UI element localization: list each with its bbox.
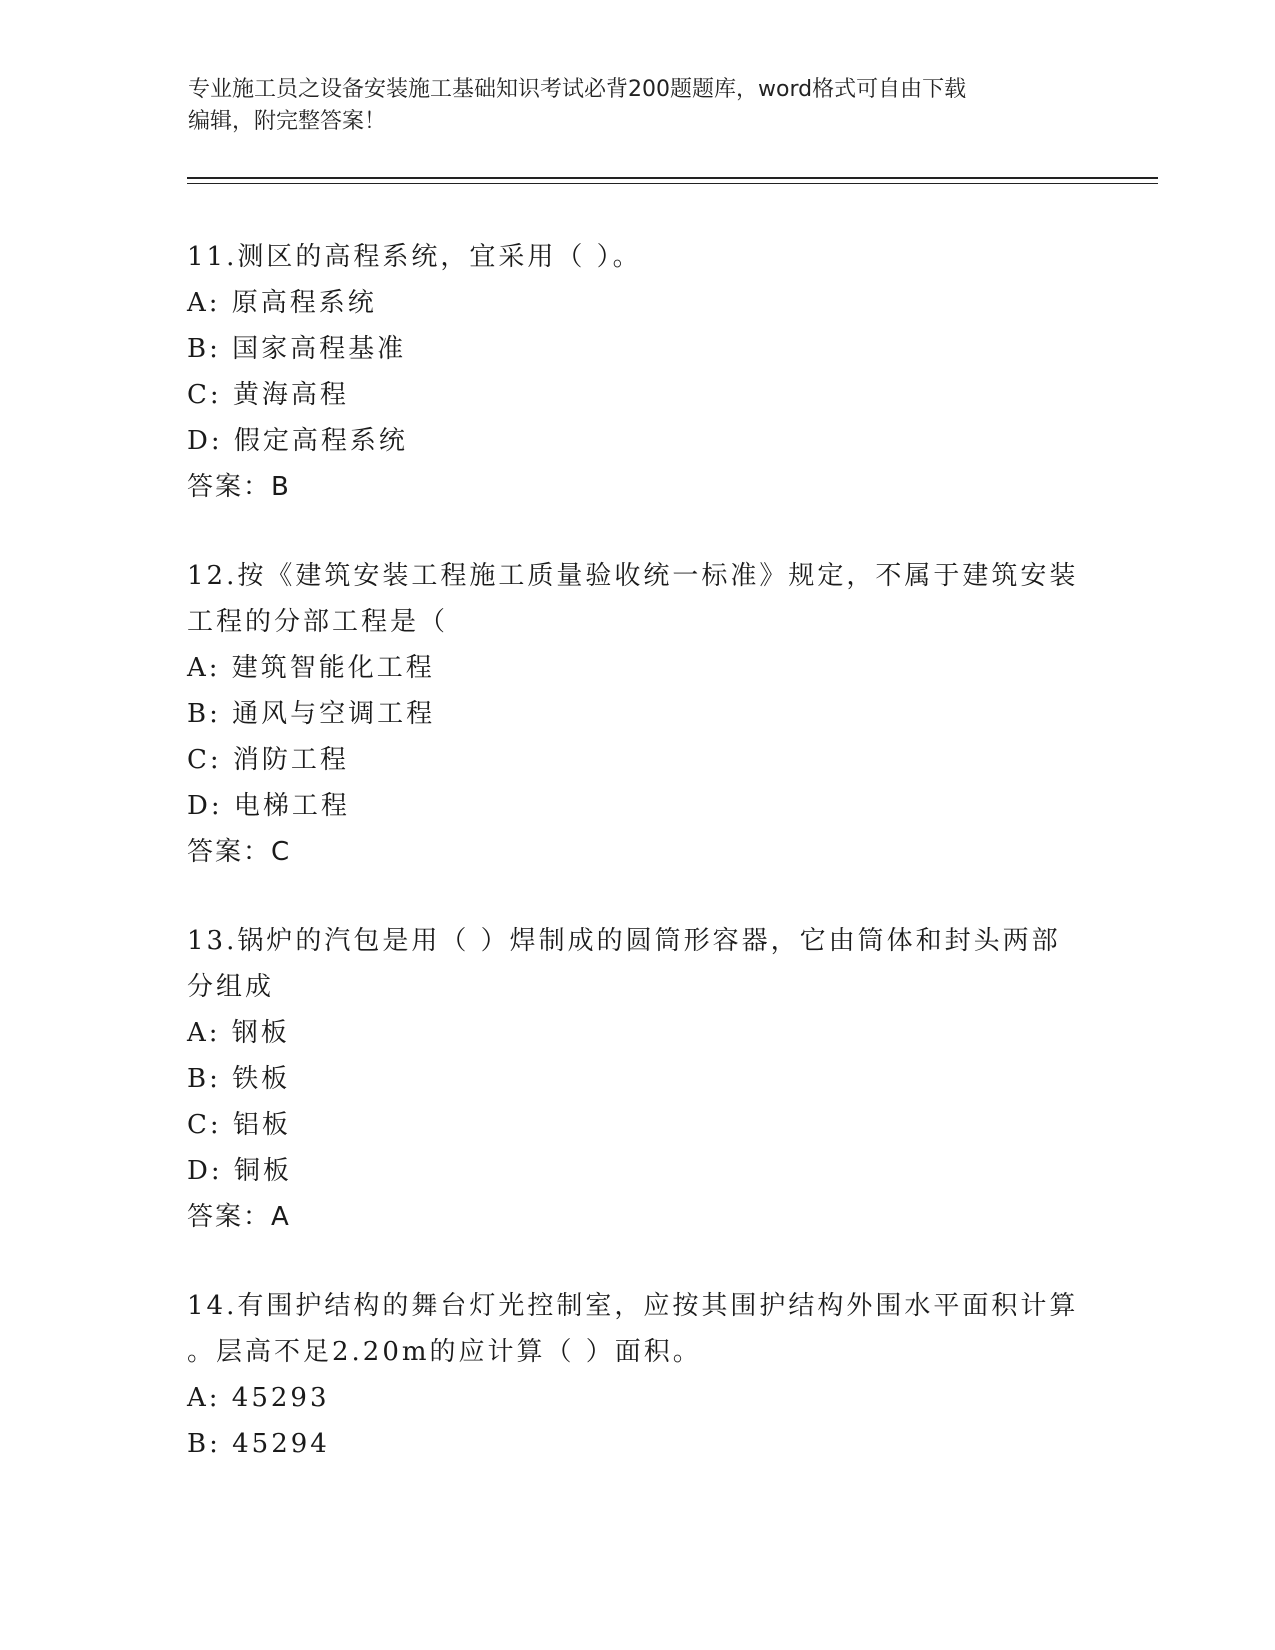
question-stem-continued: 工程的分部工程是（ xyxy=(187,607,449,637)
option-b: B: 铁板 xyxy=(187,1064,291,1094)
header-line-2: 编辑，附完整答案！ xyxy=(188,109,387,134)
question-stem: 14.有围护结构的舞台灯光控制室，应按其围护结构外围水平面积计算 xyxy=(187,1291,1079,1321)
question-11 xyxy=(187,234,1087,510)
question-stem: 12.按《建筑安装工程施工质量验收统一标准》规定，不属于建筑安装 xyxy=(187,561,1079,591)
option-d: D: 假定高程系统 xyxy=(187,426,408,456)
answer: 答案：C xyxy=(187,837,292,867)
option-c: C: 铝板 xyxy=(187,1110,291,1140)
header-divider-thick xyxy=(187,177,1158,179)
header-line-1: 专业施工员之设备安装施工基础知识考试必背200题题库，word格式可自由下载 xyxy=(188,77,967,102)
option-b: B: 通风与空调工程 xyxy=(187,699,436,729)
document-header xyxy=(188,74,1068,138)
option-a: A: 钢板 xyxy=(187,1018,290,1048)
option-a: A: 45293 xyxy=(187,1383,330,1413)
question-14 xyxy=(187,1283,1087,1467)
question-stem: 11.测区的高程系统，宜采用（ ）。 xyxy=(187,242,642,272)
question-stem-continued: 。层高不足2.20m的应计算（ ）面积。 xyxy=(187,1337,702,1367)
question-13 xyxy=(187,918,1087,1240)
option-a: A: 原高程系统 xyxy=(187,288,377,318)
option-d: D: 电梯工程 xyxy=(187,791,350,821)
question-stem: 13.锅炉的汽包是用（ ）焊制成的圆筒形容器，它由筒体和封头两部 xyxy=(187,926,1061,956)
header-divider-thin xyxy=(187,183,1158,184)
answer: 答案：B xyxy=(187,472,291,502)
option-c: C: 消防工程 xyxy=(187,745,349,775)
option-c: C: 黄海高程 xyxy=(187,380,349,410)
option-b: B: 国家高程基准 xyxy=(187,334,407,364)
question-stem-continued: 分组成 xyxy=(187,972,275,1002)
option-d: D: 铜板 xyxy=(187,1156,292,1186)
question-list xyxy=(187,234,1087,1467)
answer: 答案：A xyxy=(187,1202,291,1232)
option-b: B: 45294 xyxy=(187,1429,330,1459)
question-12 xyxy=(187,553,1087,875)
option-a: A: 建筑智能化工程 xyxy=(187,653,435,683)
